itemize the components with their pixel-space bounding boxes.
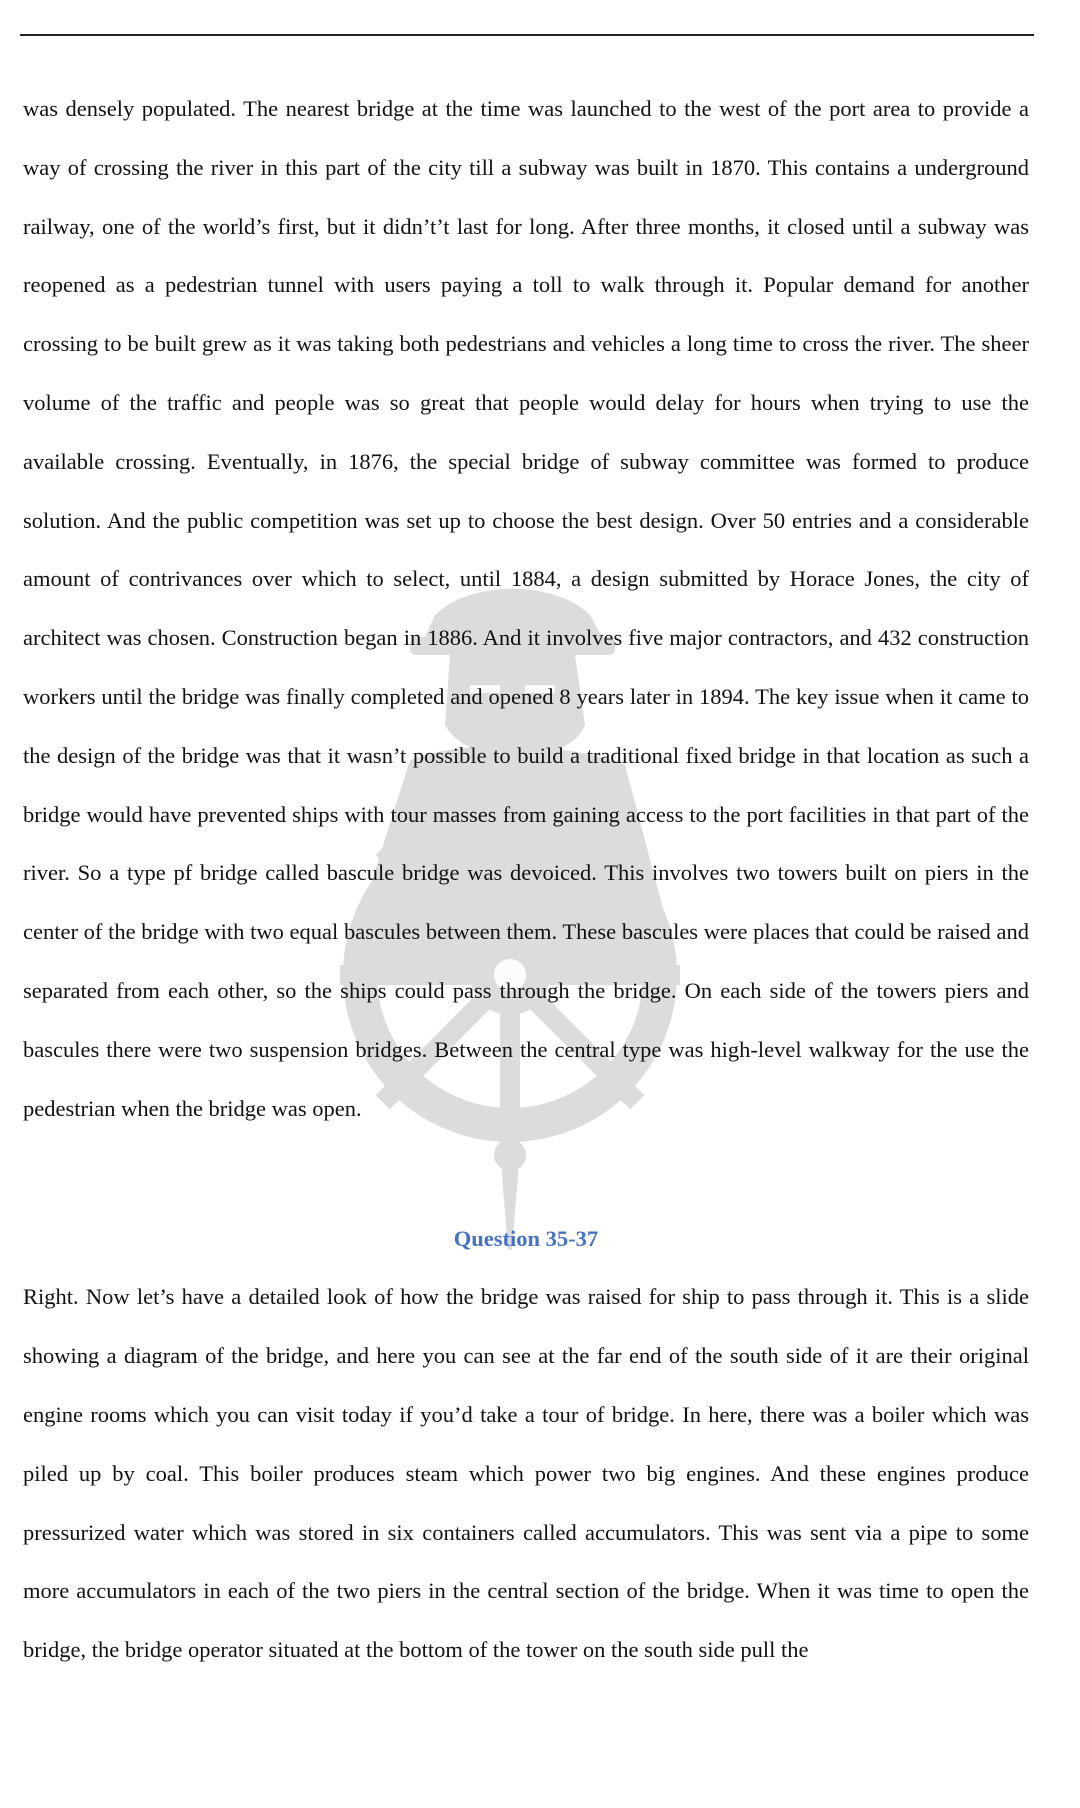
paragraph-2: Right. Now let’s have a detailed look of how the bridge was raised for ship to pass through it. This is a slide showing a diagram of the bridge, and here you can see at the far end of the south side of it are their original engine rooms which you can visit today if you’d take a tour of bridge. In here, there was a boiler which was piled up by coal. This boiler produces steam which power two big engines. And these engines produce pressurized water which was stored in six containers called accumulators. This was sent via a pipe to some more accumulators in each of the two piers in the central section of the bridge. When it was time to open the bridge, the bridge operator situated at the bottom of the tower on the south side pull the [23, 1284, 1029, 1663]
section-gap [23, 1138, 1029, 1210]
section-heading: Question 35-37 [453, 1226, 599, 1252]
document-body [23, 80, 1029, 1680]
top-rule [20, 34, 1034, 36]
paragraph-1: was densely populated. The nearest bridge at the time was launched to the west of the port area to provide a way of crossing the river in this part of the city till a subway was built in 1870. This contains a underground railway, one of the world’s first, but it didn’t’t last for long. After three months, it closed until a subway was reopened as a pedestrian tunnel with users paying a toll to walk through it. Popular demand for another crossing to be built grew as it was taking both pedestrians and vehicles a long time to cross the river. The sheer volume of the traffic and people was so great that people would delay for hours when trying to use the available crossing. Eventually, in 1876, the special bridge of subway committee was formed to produce solution. And the public competition was set up to choose the best design. Over 50 entries and a considerable amount of contrivances over which to select, until 1884, a design submitted by Horace Jones, the city of architect was chosen. Construction began in 1886. And it involves five major contractors, and 432 construction workers until the bridge was finally completed and opened 8 years later in 1894. The key issue when it came to the design of the bridge was that it wasn’t possible to build a traditional fixed bridge in that location as such a bridge would have prevented ships with tour masses from gaining access to the port facilities in that part of the river. So a type pf bridge called bascule bridge was devoiced. This involves two towers built on piers in the center of the bridge with two equal bascules between them. These bascules were places that could be raised and separated from each other, so the ships could pass through the bridge. On each side of the towers piers and bascules there were two suspension bridges. Between the central type was high-level walkway for the use the pedestrian when the bridge was open. [23, 96, 1029, 1121]
